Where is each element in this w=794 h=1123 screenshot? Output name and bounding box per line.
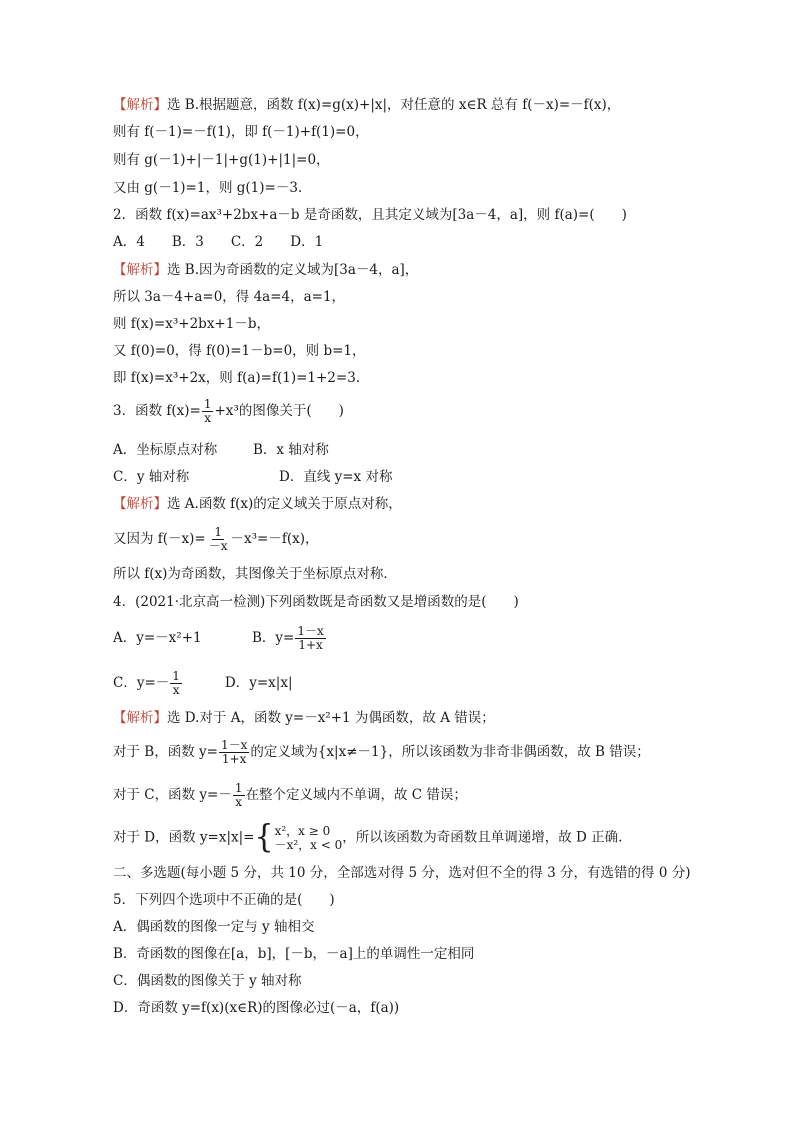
q4-stem: 4．(2021·北京高一检测)下列函数既是奇函数又是增函数的是( ) — [113, 594, 519, 610]
p1-line-2: 则有 f(－1)=－f(1)，即 f(－1)+f(1)=0， — [113, 124, 369, 140]
fraction — [219, 739, 249, 766]
piecewise-cases — [275, 824, 343, 852]
q4-answer-4-pre: 对于 D，函数 y=x|x|= — [113, 829, 255, 846]
q2-stem: 2．函数 f(x)=ax³+2bx+a－b 是奇函数，且其定义域为[3a－4，a]，则 f(a)=( ) — [113, 207, 627, 223]
q3-answer-2-post: －x³=－f(x)， — [230, 531, 319, 547]
fraction-denominator: x — [235, 795, 243, 809]
fraction — [295, 625, 325, 652]
q4-options-row-1 — [113, 625, 327, 652]
left-brace: { — [254, 819, 274, 856]
q2-answer-2: 所以 3a－4+a=0，得 4a=4，a=1， — [113, 289, 346, 305]
q2-answer-5: 即 f(x)=x³+2x，则 f(a)=f(1)=1+2=3. — [113, 370, 361, 386]
q3-option-b: B．x 轴对称 — [253, 442, 329, 458]
q5-option-a: A．偶函数的图像一定与 y 轴相交 — [113, 919, 315, 935]
q3-answer-2-pre: 又因为 f(－x)= — [113, 531, 206, 547]
fraction-denominator: x — [204, 411, 212, 425]
fraction-denominator: －x — [208, 539, 228, 553]
p1-line-3: 则有 g(－1)+|－1|+g(1)+|1|=0， — [113, 152, 330, 168]
q4-answer-2-post: 的定义域为{x|x≠－1}，所以该函数为非奇非偶函数，故 B 错误； — [250, 744, 650, 760]
q3-option-d: D．直线 y=x 对称 — [279, 469, 393, 485]
section-title: 二、多选题(每小题 5 分，共 10 分，全部选对得 5 分，选对但不全的得 3 分，有选错的得 0 分) — [113, 865, 691, 881]
p1-line-1 — [113, 96, 620, 114]
fraction-numerator: 1 — [214, 525, 222, 539]
q4-option-d: D．y=x|x| — [224, 675, 293, 691]
fraction — [170, 670, 182, 697]
q5-option-d: D．奇函数 y=f(x)(x∈R)的图像必过(－a，f(a)) — [113, 1000, 400, 1016]
q2-options: A．4 B．3 C．2 D．1 — [113, 234, 324, 250]
q4-answer-4 — [113, 819, 623, 856]
fraction-denominator: x — [172, 683, 180, 697]
solution-tag: 【解析】 — [113, 97, 167, 113]
q3-answer-1 — [113, 495, 402, 513]
fraction-denominator: 1+x — [298, 638, 323, 652]
solution-tag: 【解析】 — [113, 262, 167, 278]
q3-answer-text-1: 选 A.函数 f(x)的定义域关于原点对称， — [167, 496, 402, 512]
q5-option-c: C．偶函数的图像关于 y 轴对称 — [113, 973, 302, 989]
q3-options-row-2 — [113, 468, 392, 486]
q3-answer-3: 所以 f(x)为奇函数，其图像关于坐标原点对称． — [113, 566, 397, 582]
q2-answer-4: 又 f(0)=0，得 f(0)=1－b=0，则 b=1， — [113, 343, 366, 359]
q4-answer-2 — [113, 739, 650, 766]
fraction — [233, 782, 245, 809]
q3-stem — [113, 398, 344, 425]
fraction-numerator: 1－x — [297, 624, 324, 638]
q2-answer-1 — [113, 261, 418, 279]
p1-line-4: 又由 g(－1)=1，则 g(1)=－3. — [113, 180, 303, 196]
piecewise-case-2: －x²，x < 0 — [274, 838, 343, 852]
fraction-numerator: 1 — [172, 669, 180, 683]
q3-stem-pre: 3．函数 f(x)= — [113, 403, 201, 419]
piecewise-brace — [254, 819, 343, 856]
q4-answer-3-post: 在整个定义域内不单调，故 C 错误； — [245, 787, 467, 803]
q3-answer-2 — [113, 526, 319, 553]
fraction-denominator: 1+x — [221, 752, 247, 766]
solution-tag: 【解析】 — [113, 710, 167, 726]
q3-stem-post: +x³的图像关于( ) — [214, 403, 344, 419]
fraction — [207, 526, 230, 553]
q4-answer-text-1: 选 D.对于 A，函数 y=－x²+1 为偶函数，故 A 错误； — [167, 710, 495, 726]
solution-tag: 【解析】 — [113, 496, 167, 512]
q4-answer-3 — [113, 782, 467, 809]
q3-option-a: A．坐标原点对称 — [113, 442, 218, 458]
q3-option-c: C．y 轴对称 — [113, 469, 190, 485]
q2-answer-3: 则 f(x)=x³+2bx+1－b， — [113, 316, 270, 332]
q3-options-row-1 — [113, 441, 329, 459]
q4-answer-4-post: ，所以该函数为奇函数且单调递增，故 D 正确. — [342, 829, 623, 846]
fraction-numerator: 1 — [234, 781, 243, 795]
q5-stem: 5．下列四个选项中不正确的是( ) — [113, 892, 335, 908]
fraction-numerator: 1 — [203, 397, 212, 411]
fraction — [202, 398, 214, 425]
q4-option-b-pre: B．y= — [252, 630, 295, 646]
piecewise-case-1: x²，x ≥ 0 — [274, 824, 331, 838]
fraction-numerator: 1－x — [220, 738, 248, 752]
q4-answer-1 — [113, 709, 495, 727]
p1-text-1: 选 B.根据题意，函数 f(x)=g(x)+|x|，对任意的 x∈R 总有 f(－x)=－f(x)， — [167, 97, 621, 113]
q4-option-a: A．y=－x²+1 — [113, 630, 202, 646]
q4-options-row-2 — [113, 670, 293, 697]
q5-option-b: B．奇函数的图像在[a，b]，[－b，－a]上的单调性一定相同 — [113, 946, 475, 962]
q4-answer-2-pre: 对于 B，函数 y= — [113, 744, 218, 760]
q4-answer-3-pre: 对于 C，函数 y=－ — [113, 787, 232, 803]
q2-answer-text-1: 选 B.因为奇函数的定义域为[3a－4，a]， — [167, 262, 419, 278]
q4-option-c-pre: C．y=－ — [113, 675, 170, 691]
